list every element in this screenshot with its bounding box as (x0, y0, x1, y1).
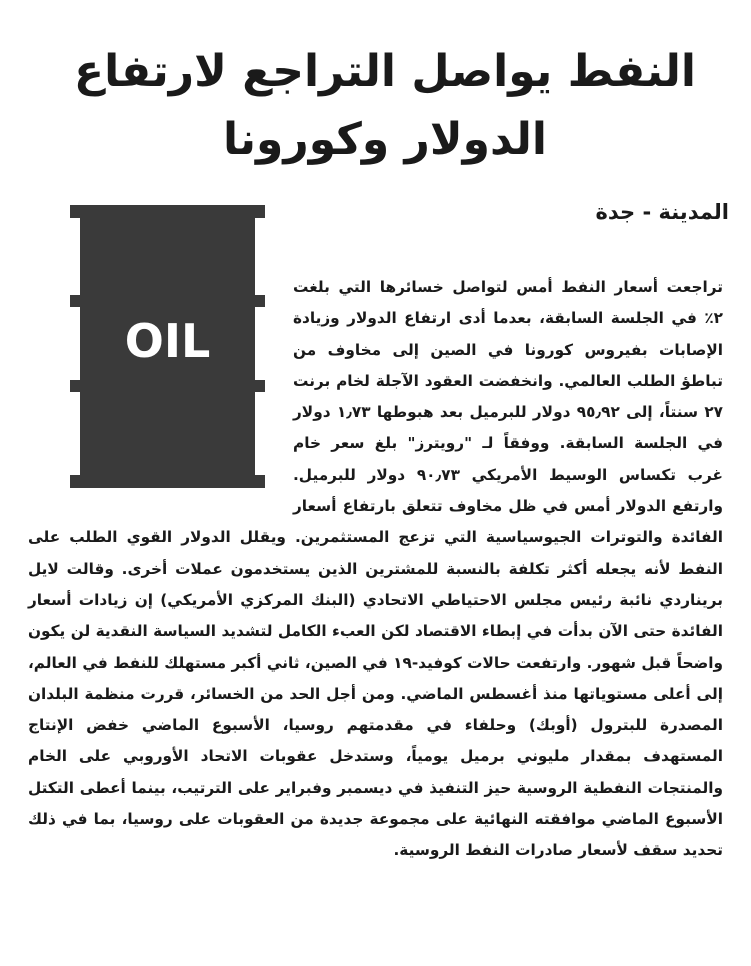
headline-line-2: الدولار وكورونا (222, 114, 548, 165)
barrel-label: OIL (124, 314, 211, 368)
article-body (28, 272, 723, 867)
byline: المدينة - جدة (595, 200, 729, 224)
article-paragraph: تراجعت أسعار النفط أمس لتواصل خسائرها التي بلغت ٢٪ في الجلسة السابقة، بعدما أدى ارتفاع الدولار وزيادة الإصابات بفيروس كورونا في الصين إلى مخاوف من تباطؤ الطلب العالمي. وانخفضت العقود الآجلة لخام برنت ٢٧ سنتاً، إلى ٩٥٫٩٢ دولار للبرميل بعد هبوطها ١٫٧٣ دولار في الجلسة السابقة. ووفقاً لـ "رويترز" بلغ سعر خام غرب تكساس الوسيط الأمريكي ٩٠٫٧٣ دولار للبرميل. وارتفع الدولار أمس في ظل مخاوف تتعلق بارتفاع أسعار الفائدة والتوترات الجيوسياسية التي تزعج المستثمرين. ويقلل الدولار القوي الطلب على النفط لأنه يجعله أكثر تكلفة بالنسبة للمشترين الذين يستخدمون عملات أخرى. وقالت لايل بريناردي نائبة رئيس مجلس الاحتياطي الاتحادي (البنك المركزي الأمريكي) إن زيادات أسعار الفائدة حتى الآن بدأت في إبطاء الاقتصاد لكن العبء الكامل لتشديد السياسة النقدية لن يكون واضحاً قبل شهور. وارتفعت حالات كوفيد-١٩ في الصين، ثاني أكبر مستهلك للنفط في العالم، إلى أعلى مستوياتها منذ أغسطس الماضي. ومن أجل الحد من الخسائر، قررت منظمة البلدان المصدرة للبترول (أوبك) وحلفاء في مقدمتهم روسيا، الأسبوع الماضي خفض الإنتاج المستهدف بمقدار مليوني برميل يومياً، وستدخل عقوبات الاتحاد الأوروبي على الخام والمنتجات النفطية الروسية حيز التنفيذ في ديسمبر وفبراير على الترتيب، بينما أعطى التكتل الأسبوع الماضي موافقته النهائية على مجموعة جديدة من العقوبات على روسيا، بما في ذلك تحديد سقف لأسعار صادرات النفط الروسية. (28, 278, 724, 860)
headline (40, 38, 730, 174)
image-wrap-spacer (28, 272, 293, 522)
headline-line-1: النفط يواصل التراجع لارتفاع (74, 46, 696, 97)
